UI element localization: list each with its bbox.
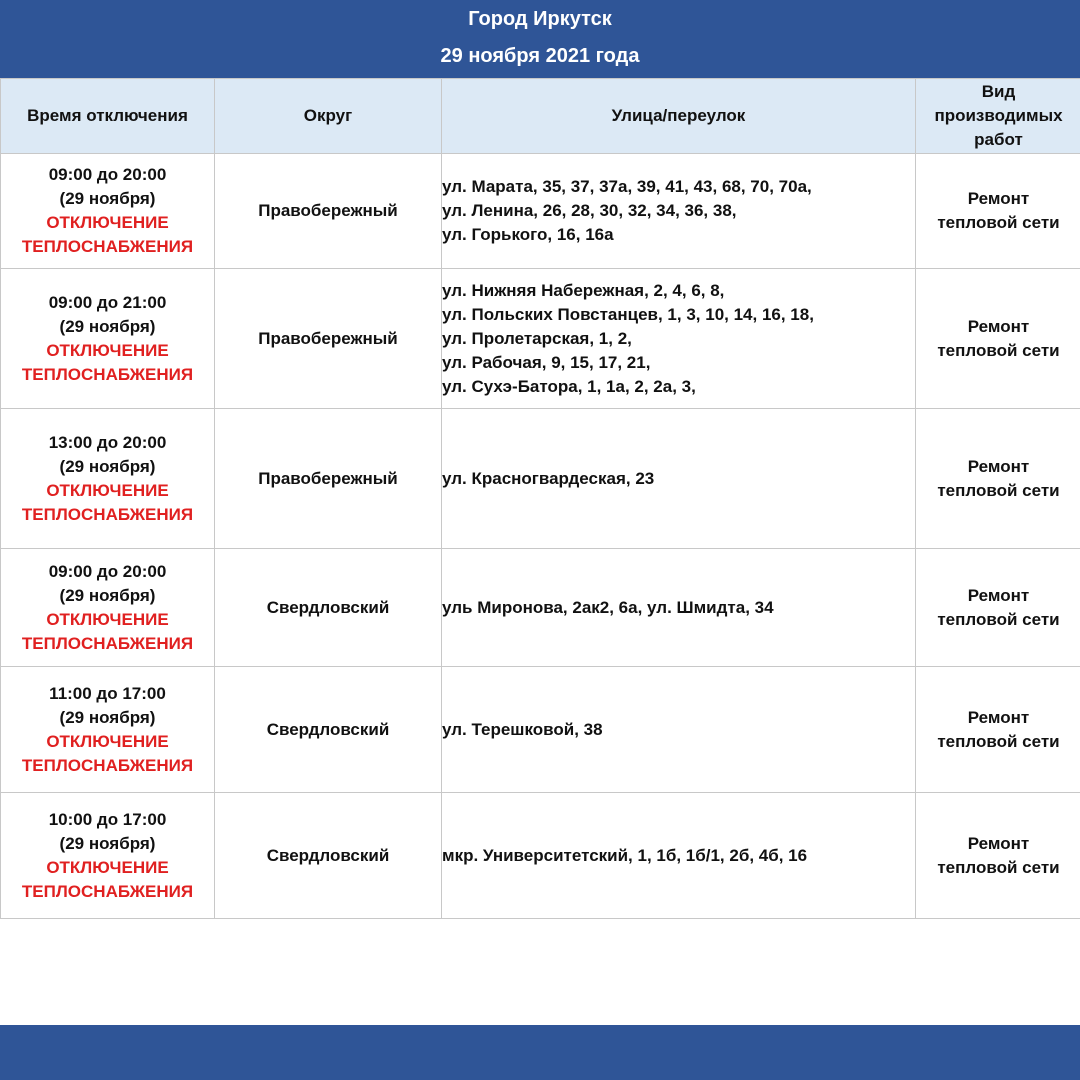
time-date: (29 ноября) <box>59 189 156 208</box>
district-cell: Правобережный <box>215 409 442 549</box>
work-line: Ремонт <box>967 833 1030 853</box>
outage-status: ТЕПЛОСНАБЖЕНИЯ <box>21 237 194 256</box>
street-line: ул. Пролетарская, 1, 2, <box>442 328 632 348</box>
outage-status: ОТКЛЮЧЕНИЕ <box>46 857 169 877</box>
district-cell: Свердловский <box>215 793 442 919</box>
header-streets: Улица/переулок <box>442 79 916 154</box>
street-line: уль Миронова, 2ак2, 6а, ул. Шмидта, 34 <box>442 597 774 617</box>
work-line: тепловой сети <box>937 480 1060 500</box>
time-date: (29 ноября) <box>59 316 156 336</box>
work-line: тепловой сети <box>937 340 1060 360</box>
header-work-line: производимых <box>934 106 1063 125</box>
time-cell <box>1 154 215 269</box>
work-line: тепловой сети <box>937 609 1060 629</box>
table-row <box>1 549 1080 667</box>
work-cell <box>916 409 1080 549</box>
work-cell <box>916 793 1080 919</box>
time-cell <box>1 549 215 667</box>
district-cell: Правобережный <box>215 269 442 409</box>
outage-status: ОТКЛЮЧЕНИЕ <box>46 480 169 500</box>
time-cell <box>1 793 215 919</box>
work-line: тепловой сети <box>937 731 1060 751</box>
streets-cell <box>442 667 916 793</box>
work-cell <box>916 667 1080 793</box>
street-line: ул. Марата, 35, 37, 37а, 39, 41, 43, 68, 70, 70а, <box>442 177 812 196</box>
outage-status: ОТКЛЮЧЕНИЕ <box>46 340 169 360</box>
time-cell <box>1 409 215 549</box>
street-line: ул. Горького, 16, 16а <box>442 225 614 244</box>
street-line: ул. Сухэ-Батора, 1, 1а, 2, 2а, 3, <box>442 376 696 396</box>
street-line: ул. Польских Повстанцев, 1, 3, 10, 14, 16, 18, <box>442 304 814 324</box>
header-time: Время отключения <box>1 79 215 154</box>
streets-cell <box>442 269 916 409</box>
time-cell <box>1 667 215 793</box>
outage-status: ТЕПЛОСНАБЖЕНИЯ <box>21 504 194 524</box>
work-line: Ремонт <box>967 316 1030 336</box>
table-row <box>1 793 1080 919</box>
title-banner <box>0 0 1080 78</box>
outage-status: ТЕПЛОСНАБЖЕНИЯ <box>21 364 194 384</box>
outage-status: ТЕПЛОСНАБЖЕНИЯ <box>21 755 194 775</box>
street-line: ул. Ленина, 26, 28, 30, 32, 34, 36, 38, <box>442 201 737 220</box>
street-line: мкр. Университетский, 1, 1б, 1б/1, 2б, 4б, 16 <box>442 845 808 865</box>
time-date: (29 ноября) <box>59 833 156 853</box>
street-line: ул. Нижняя Набережная, 2, 4, 6, 8, <box>442 280 725 300</box>
street-line: ул. Красногвардеская, 23 <box>442 468 655 488</box>
header-district: Округ <box>215 79 442 154</box>
district-cell: Свердловский <box>215 667 442 793</box>
work-cell <box>916 549 1080 667</box>
outage-status: ОТКЛЮЧЕНИЕ <box>46 213 169 232</box>
district-cell: Правобережный <box>215 154 442 269</box>
work-line: Ремонт <box>967 189 1030 208</box>
header-work-line: работ <box>974 130 1023 149</box>
header-row <box>1 79 1080 154</box>
header-work <box>916 79 1080 154</box>
streets-cell <box>442 409 916 549</box>
table-row <box>1 154 1080 269</box>
table-row <box>1 409 1080 549</box>
footer-banner <box>0 1025 1080 1080</box>
outage-status: ОТКЛЮЧЕНИЕ <box>46 731 169 751</box>
time-range: 11:00 до 17:00 <box>49 683 166 703</box>
table-row <box>1 269 1080 409</box>
time-date: (29 ноября) <box>59 585 156 605</box>
street-line: ул. Рабочая, 9, 15, 17, 21, <box>442 352 651 372</box>
date-title: 29 ноября 2021 года <box>440 45 640 67</box>
streets-cell <box>442 793 916 919</box>
work-cell <box>916 269 1080 409</box>
table-row <box>1 667 1080 793</box>
outage-status: ОТКЛЮЧЕНИЕ <box>46 609 169 629</box>
header-work-line: Вид <box>981 82 1016 101</box>
time-date: (29 ноября) <box>59 456 156 476</box>
time-range: 09:00 до 21:00 <box>48 292 167 312</box>
time-range: 09:00 до 20:00 <box>48 561 167 581</box>
outage-status: ТЕПЛОСНАБЖЕНИЯ <box>21 881 194 901</box>
time-cell <box>1 269 215 409</box>
outage-status: ТЕПЛОСНАБЖЕНИЯ <box>21 633 194 653</box>
work-line: Ремонт <box>967 456 1030 476</box>
work-cell <box>916 154 1080 269</box>
streets-cell <box>442 154 916 269</box>
time-range: 13:00 до 20:00 <box>48 432 167 452</box>
street-line: ул. Терешковой, 38 <box>442 719 603 739</box>
work-line: тепловой сети <box>937 213 1060 232</box>
streets-cell <box>442 549 916 667</box>
city-title: Город Иркутск <box>468 8 612 30</box>
work-line: Ремонт <box>967 707 1030 727</box>
work-line: тепловой сети <box>937 857 1060 877</box>
work-line: Ремонт <box>967 585 1030 605</box>
outage-table <box>0 78 1080 919</box>
time-range: 09:00 до 20:00 <box>48 165 167 184</box>
district-cell: Свердловский <box>215 549 442 667</box>
time-date: (29 ноября) <box>59 707 156 727</box>
time-range: 10:00 до 17:00 <box>48 809 167 829</box>
